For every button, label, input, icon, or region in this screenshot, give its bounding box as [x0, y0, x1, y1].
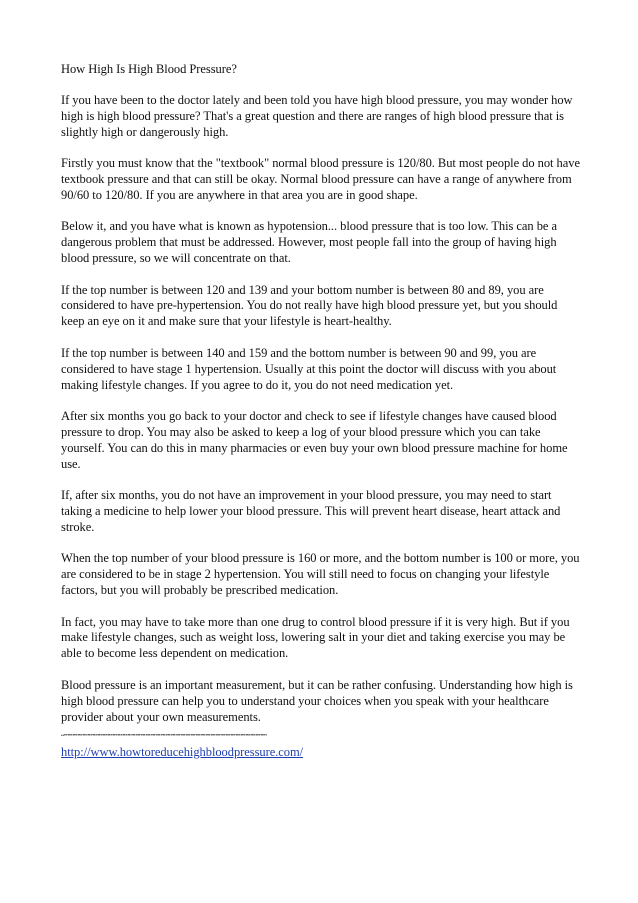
paragraph-9: In fact, you may have to take more than one drug to control blood pressure if it is very high. But if you make lifestyle changes, such as weight loss, lowering salt in your diet and taking exercise you may be able to become less dependent on medication. — [61, 614, 570, 661]
paragraph-7: If, after six months, you do not have an improvement in your blood pressure, you may need to start taking a medicine to help lower your blood pressure. This will prevent heart disease, heart attack and stroke. — [61, 488, 561, 534]
paragraph-5: If the top number is between 140 and 159 and the bottom number is between 90 and 99, you are considered to have stage 1 hypertension. Usually at this point the doctor will discuss with you about making lifestyle changes. If you agree to do it, you do not need medication yet. — [61, 345, 557, 392]
quote-divider: “””””””””””””””””””””””””””””””””””””””””””””””””””””””””””””””””””””””””””””””””” — [61, 732, 267, 741]
paragraph-4: If the top number is between 120 and 139 and your bottom number is between 80 and 89, you are considered to have pre-hypertension. You do not really have high blood pressure yet, but you should keep an eye on it and make sure that your lifestyle is heart-healthy. — [61, 282, 558, 329]
paragraph-2: Firstly you must know that the "textbook" normal blood pressure is 120/80. But most people do not have textbook pressure and that can still be okay. Normal blood pressure can have a range of anywhere from 90/60 to 120/80. If you are anywhere in that area you are in good shape. — [61, 156, 580, 202]
paragraph-3: Below it, and you have what is known as hypotension... blood pressure that is too low. This can be a dangerous problem that must be addressed. However, most people fall into the group of having high blood pressure, so we will concentrate on that. — [61, 219, 557, 266]
paragraph-10: Blood pressure is an important measurement, but it can be rather confusing. Understanding how high is high blood pressure can help you to understand your choices when you speak with your healthcare provider about your own measurements. — [61, 677, 573, 724]
document-body — [61, 62, 581, 760]
paragraph-1: If you have been to the doctor lately and been told you have high blood pressure, you may wonder how high is high blood pressure? That's a great question and there are ranges of high blood pressure that is slightly high or dangerously high. — [61, 92, 573, 139]
paragraph-8: When the top number of your blood pressure is 160 or more, and the bottom number is 100 or more, you are considered to be in stage 2 hypertension. You will still need to focus on changing your lifestyle factors, but you will probably be prescribed medication. — [61, 551, 580, 598]
document-title: How High Is High Blood Pressure? — [61, 62, 237, 76]
source-link[interactable]: http://www.howtoreducehighbloodpressure.com/ — [61, 744, 304, 759]
paragraph-6: After six months you go back to your doctor and check to see if lifestyle changes have caused blood pressure to drop. You may also be asked to keep a log of your blood pressure which you can take yourself. You can do this in many pharmacies or even buy your own blood pressure machine for home use. — [61, 409, 568, 471]
